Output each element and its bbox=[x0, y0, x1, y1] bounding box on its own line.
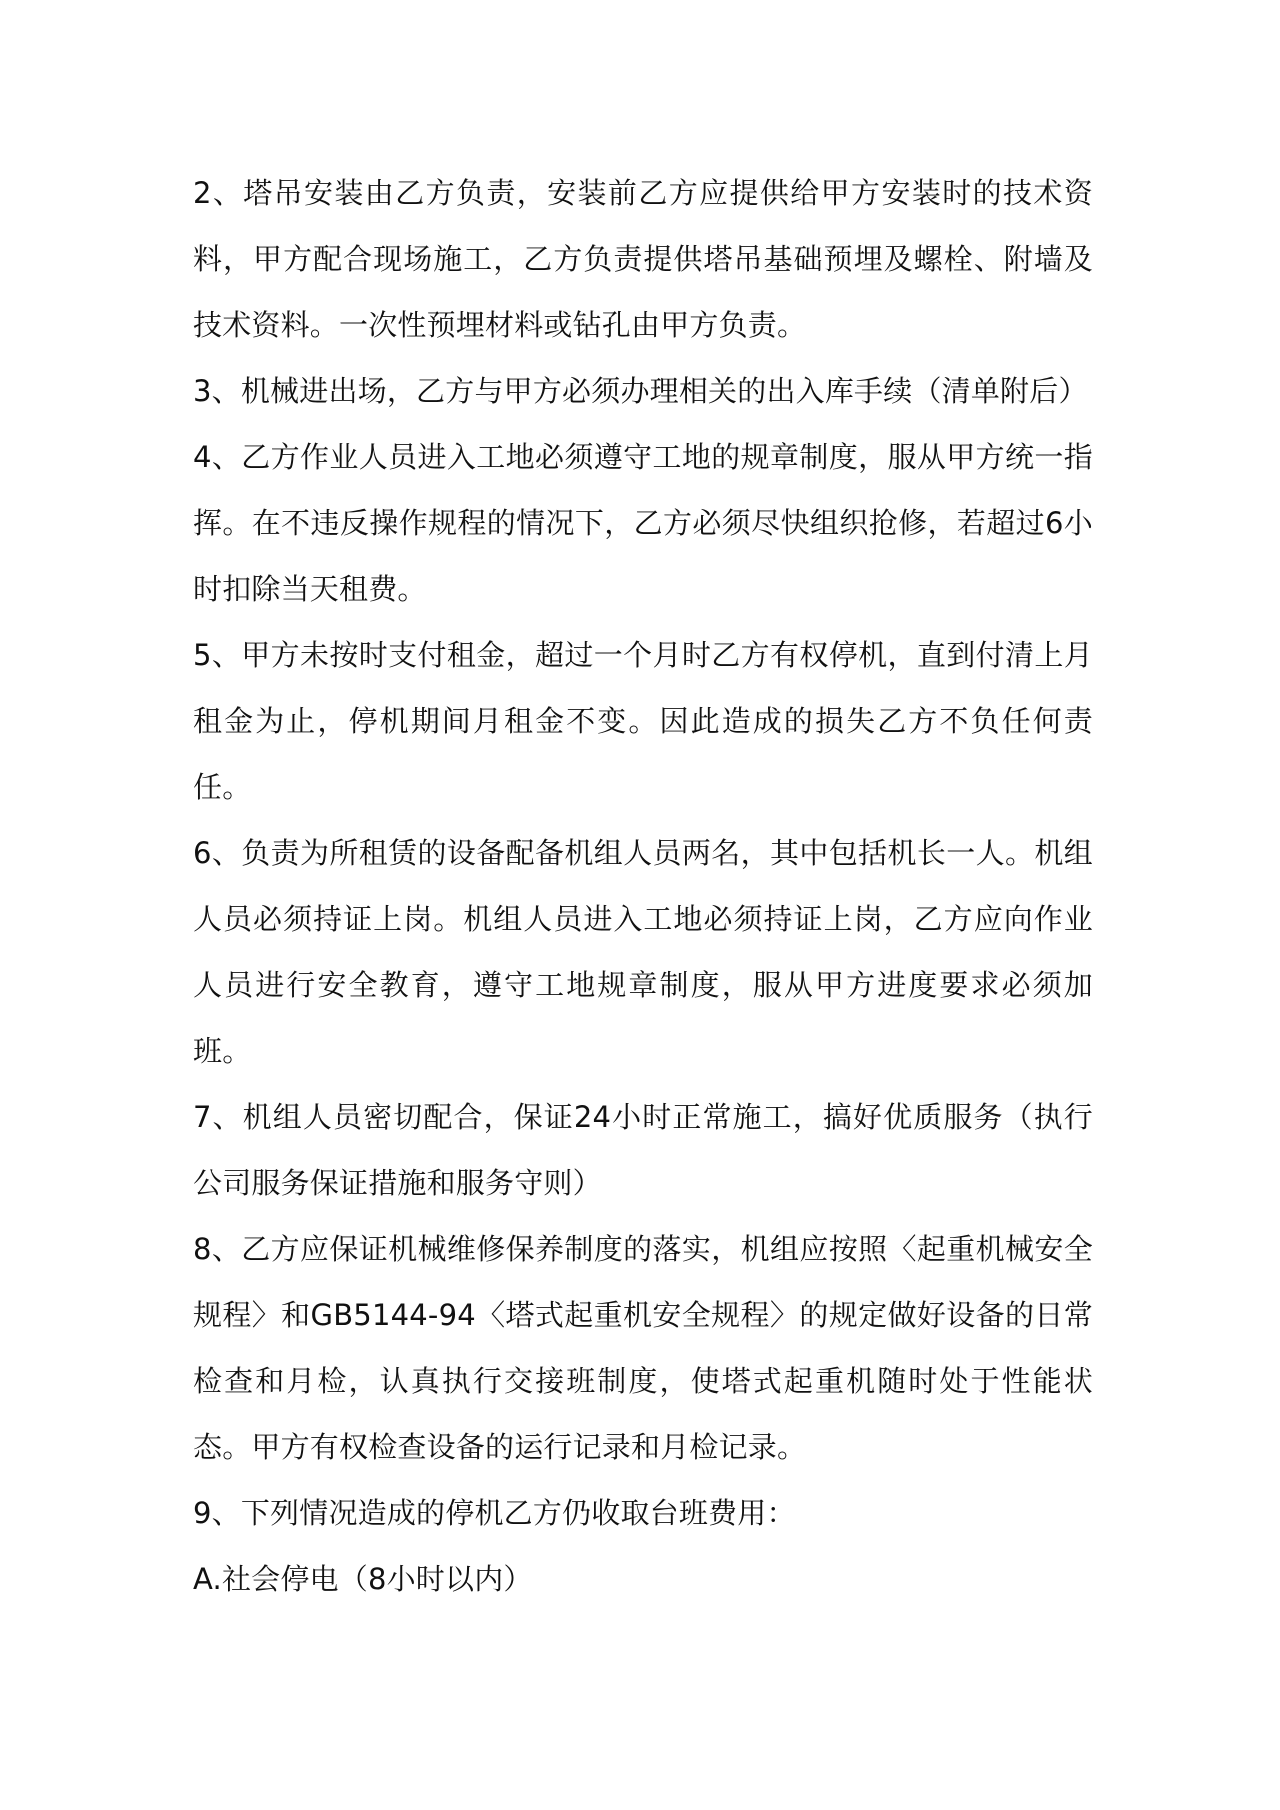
clause-9: 9、下列情况造成的停机乙方仍收取台班费用： bbox=[193, 1496, 796, 1530]
clause-6: 6、负责为所租赁的设备配备机组人员两名，其中包括机长一人。机组人员必须持证上岗。机组人员进入工地必须持证上岗，乙方应向作业人员进行安全教育，遵守工地规章制度，服从甲方进度要求必须加班。 bbox=[193, 836, 1093, 1068]
clause-9-item-a: A.社会停电（8小时以内） bbox=[193, 1562, 533, 1596]
clause-8: 8、乙方应保证机械维修保养制度的落实，机组应按照〈起重机械安全规程〉和GB5144-94〈塔式起重机安全规程〉的规定做好设备的日常检查和月检，认真执行交接班制度，使塔式起重机随时处于性能状态。甲方有权检查设备的运行记录和月检记录。 bbox=[193, 1232, 1093, 1464]
clause-4: 4、乙方作业人员进入工地必须遵守工地的规章制度，服从甲方统一指挥。在不违反操作规程的情况下，乙方必须尽快组织抢修，若超过6小时扣除当天租费。 bbox=[193, 440, 1093, 606]
document-body bbox=[193, 160, 1093, 1612]
clause-3: 3、机械进出场，乙方与甲方必须办理相关的出入库手续（清单附后） bbox=[193, 374, 1088, 408]
clause-2: 2、塔吊安装由乙方负责，安装前乙方应提供给甲方安装时的技术资料，甲方配合现场施工，乙方负责提供塔吊基础预埋及螺栓、附墙及技术资料。一次性预埋材料或钻孔由甲方负责。 bbox=[193, 176, 1093, 342]
clause-7: 7、机组人员密切配合，保证24小时正常施工，搞好优质服务（执行公司服务保证措施和服务守则） bbox=[193, 1100, 1093, 1200]
clause-5: 5、甲方未按时支付租金，超过一个月时乙方有权停机，直到付清上月租金为止，停机期间月租金不变。因此造成的损失乙方不负任何责任。 bbox=[193, 638, 1093, 804]
